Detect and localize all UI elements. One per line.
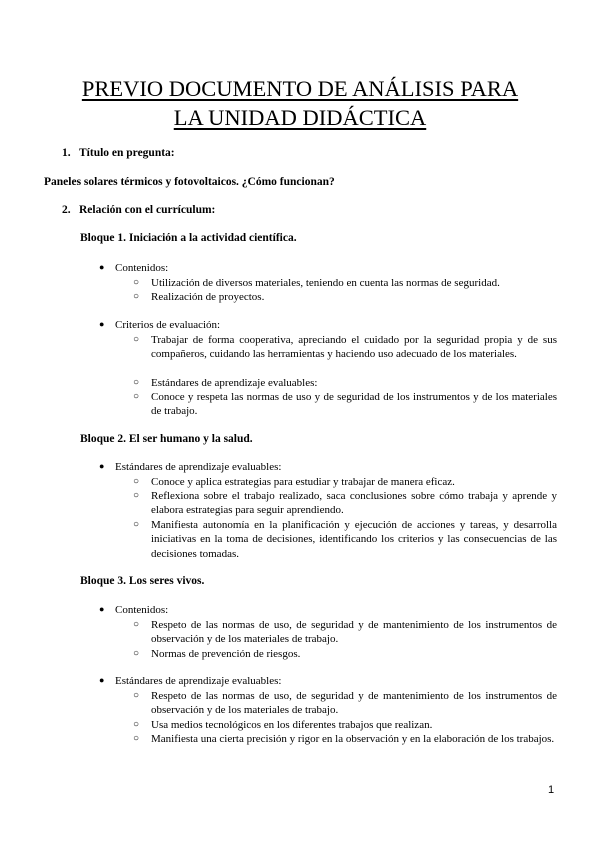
- page-title: [40, 74, 560, 132]
- circle-bullet-icon: ○: [133, 334, 140, 345]
- list-item: [133, 647, 557, 661]
- list-item-text: Normas de prevención de riesgos.: [151, 648, 301, 660]
- circle-bullet-icon: ○: [133, 733, 140, 744]
- bloque-1-contenidos: [99, 262, 168, 274]
- bullet-icon: ●: [99, 461, 105, 471]
- bloque-1-contenidos-label: Contenidos:: [115, 262, 169, 274]
- bloque-3-contenidos-label: Contenidos:: [115, 604, 169, 616]
- list-item: [133, 618, 557, 647]
- circle-bullet-icon: ○: [133, 690, 140, 701]
- list-item-text: Respeto de las normas de uso, de seguridad y de mantenimiento de los instrumentos de observación y de los materiales de trabajo.: [151, 619, 557, 646]
- topic-question: Paneles solares térmicos y fotovoltaicos. ¿Cómo funcionan?: [44, 176, 335, 188]
- list-item: [133, 689, 557, 718]
- circle-bullet-icon: ○: [133, 377, 140, 388]
- list-item: [133, 718, 557, 732]
- title-line-2: LA UNIDAD DIDÁCTICA: [173, 105, 427, 130]
- page-number: 1: [548, 784, 555, 796]
- circle-bullet-icon: ○: [133, 291, 140, 302]
- list-item: [133, 376, 557, 390]
- list-item-text: Respeto de las normas de uso, de seguridad y de mantenimiento de los instrumentos de observación y de los materiales de trabajo.: [151, 690, 557, 717]
- list-item-text: Realización de proyectos.: [151, 291, 265, 303]
- list-item: [133, 489, 557, 518]
- list-item-text: Manifiesta autonomía en la planificación y ejecución de acciones y tareas, y desarrolla iniciativas en la toma de decisiones, identificando los criterios y las consecuencias de las decisiones tomadas.: [151, 519, 557, 560]
- circle-bullet-icon: ○: [133, 648, 140, 659]
- section-1-number: 1.: [62, 147, 71, 159]
- list-item: [133, 390, 557, 419]
- bullet-icon: ●: [99, 262, 105, 272]
- list-item-text: Trabajar de forma cooperativa, apreciando el cuidado por la seguridad propia y de sus compañeros, cuidando las herramientas y haciendo uso adecuado de los materiales.: [151, 334, 557, 361]
- circle-bullet-icon: ○: [133, 619, 140, 630]
- bloque-2-estandares-label: Estándares de aprendizaje evaluables:: [115, 461, 282, 473]
- list-item-text: Utilización de diversos materiales, teniendo en cuenta las normas de seguridad.: [151, 277, 500, 289]
- list-item: [133, 333, 557, 362]
- list-item-text: Usa medios tecnológicos en los diferentes trabajos que realizan.: [151, 719, 433, 731]
- section-2-label: Relación con el currículum:: [79, 204, 216, 216]
- bloque-2-estandares: [99, 461, 281, 473]
- list-item-text: Manifiesta una cierta precisión y rigor en la observación y en la elaboración de los trabajos.: [151, 733, 555, 745]
- bloque-2-heading: Bloque 2. El ser humano y la salud.: [80, 433, 253, 445]
- circle-bullet-icon: ○: [133, 391, 140, 402]
- section-1-label: Título en pregunta:: [79, 147, 175, 159]
- list-item-text: Estándares de aprendizaje evaluables:: [151, 377, 318, 389]
- list-item: [133, 475, 557, 489]
- circle-bullet-icon: ○: [133, 277, 140, 288]
- circle-bullet-icon: ○: [133, 476, 140, 487]
- list-item-text: Reflexiona sobre el trabajo realizado, saca conclusiones sobre cómo trabaja y aprende y elabora estrategias para seguir aprendiendo.: [151, 490, 557, 517]
- bloque-1-criterios-label: Criterios de evaluación:: [115, 319, 221, 331]
- section-2-heading: [62, 204, 215, 216]
- circle-bullet-icon: ○: [133, 719, 140, 730]
- list-item: [133, 276, 557, 290]
- bloque-1-criterios: [99, 319, 220, 331]
- section-1-heading: [62, 147, 175, 159]
- bloque-3-estandares-label: Estándares de aprendizaje evaluables:: [115, 675, 282, 687]
- section-2-number: 2.: [62, 204, 71, 216]
- bloque-1-heading: Bloque 1. Iniciación a la actividad científica.: [80, 232, 297, 244]
- list-item: [133, 290, 557, 304]
- list-item-text: Conoce y aplica estrategias para estudiar y trabajar de manera eficaz.: [151, 476, 455, 488]
- bloque-3-heading: Bloque 3. Los seres vivos.: [80, 575, 205, 587]
- bloque-3-estandares: [99, 675, 281, 687]
- bullet-icon: ●: [99, 604, 105, 614]
- circle-bullet-icon: ○: [133, 490, 140, 501]
- bullet-icon: ●: [99, 319, 105, 329]
- list-item-text: Conoce y respeta las normas de uso y de seguridad de los instrumentos y de los materiales de trabajo.: [151, 391, 557, 418]
- list-item: [133, 518, 557, 561]
- bullet-icon: ●: [99, 675, 105, 685]
- circle-bullet-icon: ○: [133, 519, 140, 530]
- title-line-1: PREVIO DOCUMENTO DE ANÁLISIS PARA: [81, 76, 519, 101]
- bloque-3-contenidos: [99, 604, 168, 616]
- list-item: [133, 732, 557, 746]
